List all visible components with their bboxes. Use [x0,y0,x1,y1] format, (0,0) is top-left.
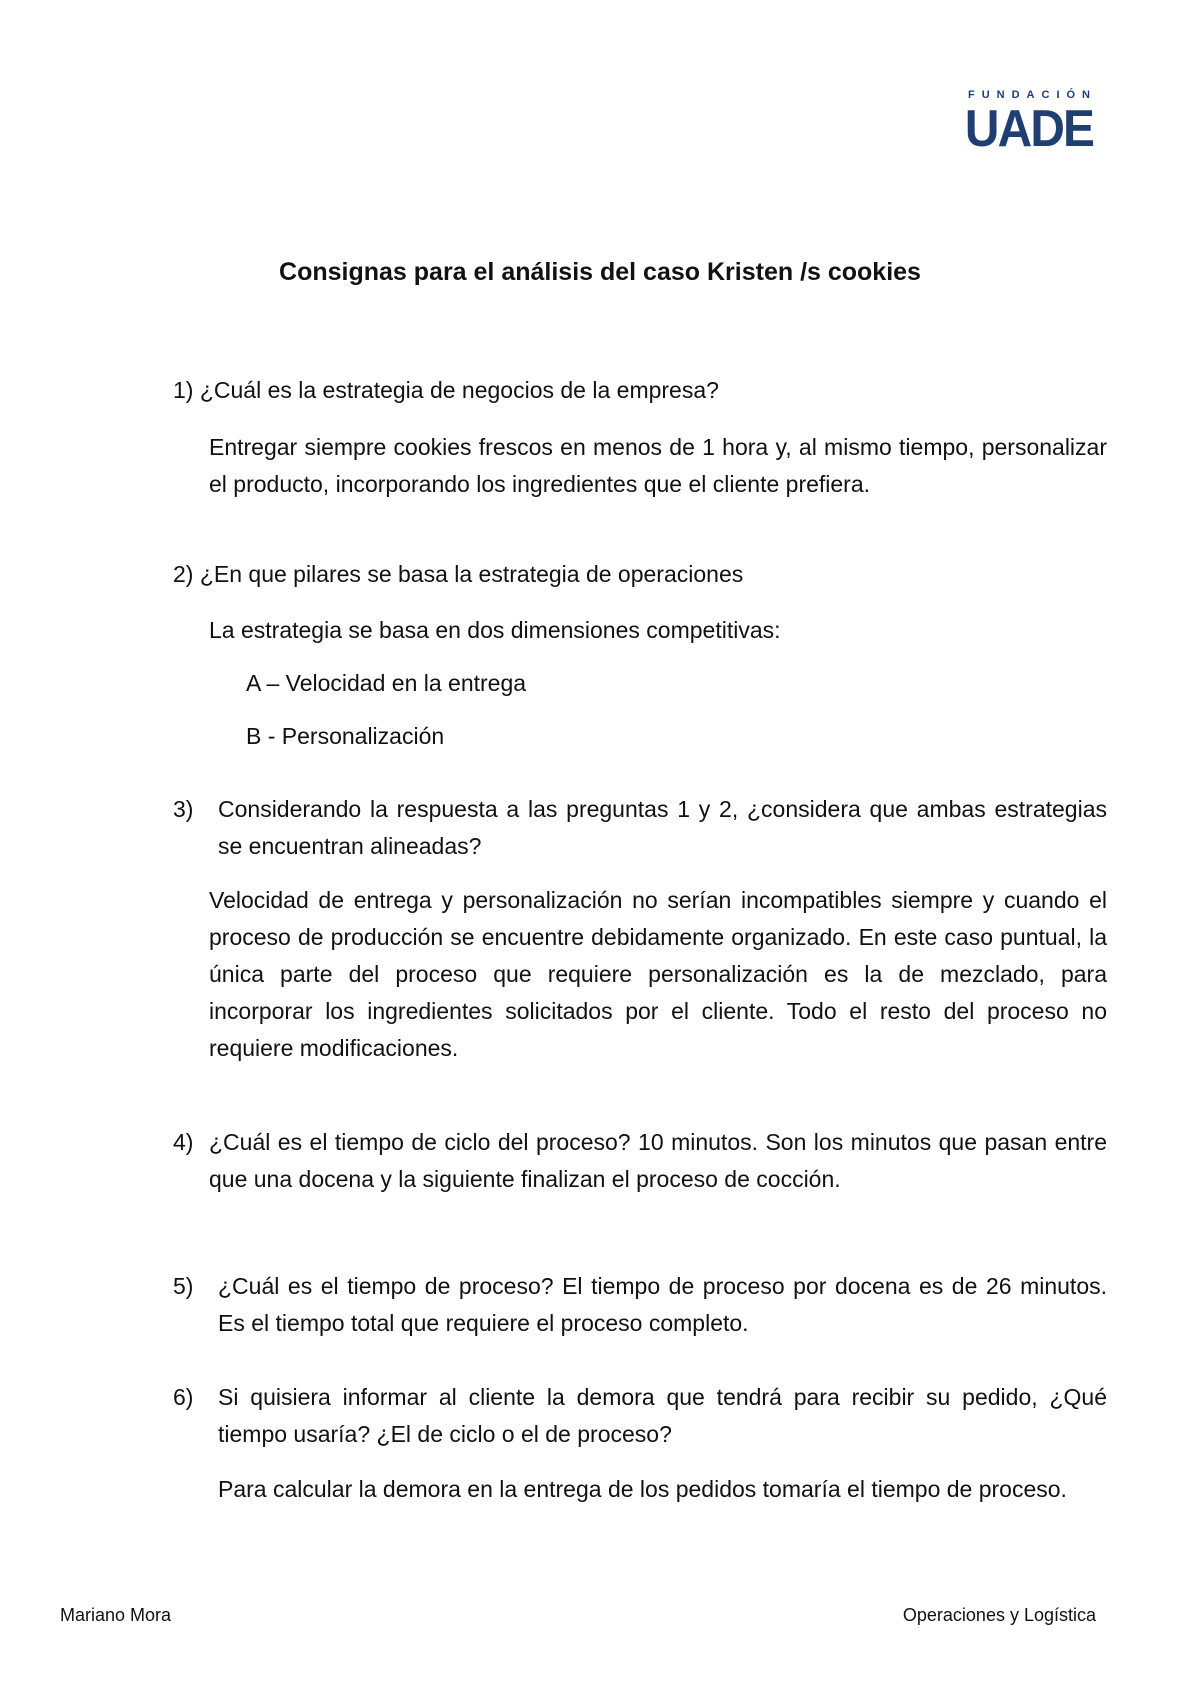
question-5-number: 5) [173,1273,194,1299]
question-6: Si quisiera informar al cliente la demora que tendrá para recibir su pedido, ¿Qué tiempo usaría? ¿El de ciclo o el de proceso? [218,1384,1107,1447]
answer-2-intro: La estrategia se basa en dos dimensiones competitivas: [209,617,781,643]
question-2: 2) ¿En que pilares se basa la estrategia de operaciones [173,561,744,587]
document-title: Consignas para el análisis del caso Kristen /s cookies [279,258,921,286]
answer-1: Entregar siempre cookies frescos en menos de 1 hora y, al mismo tiempo, personalizar el producto, incorporando los ingredientes que el cliente prefiera. [209,434,1107,497]
answer-2-item-a: A – Velocidad en la entrega [246,670,527,696]
question-1: 1) ¿Cuál es la estrategia de negocios de la empresa? [173,377,719,403]
footer-author: Mariano Mora [60,1605,172,1625]
answer-3: Velocidad de entrega y personalización no serían incompatibles siempre y cuando el proceso de producción se encuentre debidamente organizado. En este caso puntual, la única parte del proceso que requiere personalización es la de mezclado, para incorporar los ingredientes solicitados por el cliente. Todo el resto del proceso no requiere modificaciones. [209,887,1107,1061]
question-3: Considerando la respuesta a las preguntas 1 y 2, ¿considera que ambas estrategias se encuentran alineadas? [218,796,1107,859]
footer-subject: Operaciones y Logística [902,1605,1096,1625]
uade-logo [958,88,1100,156]
answer-2-item-b: B - Personalización [246,723,445,749]
answer-6: Para calcular la demora en la entrega de los pedidos tomaría el tiempo de proceso. [218,1476,1067,1502]
question-3-number: 3) [173,796,194,822]
question-6-number: 6) [173,1384,194,1410]
question-5: ¿Cuál es el tiempo de proceso? El tiempo de proceso por docena es de 26 minutos. Es el tiempo total que requiere el proceso completo. [218,1273,1107,1336]
logo-uade-text: UADE [964,100,1094,158]
question-4: ¿Cuál es el tiempo de ciclo del proceso? 10 minutos. Son los minutos que pasan entre que una docena y la siguiente finalizan el proceso de cocción. [209,1129,1107,1192]
question-4-number: 4) [173,1129,194,1155]
logo-fundacion-text: FUNDACIÓN [968,89,1097,101]
